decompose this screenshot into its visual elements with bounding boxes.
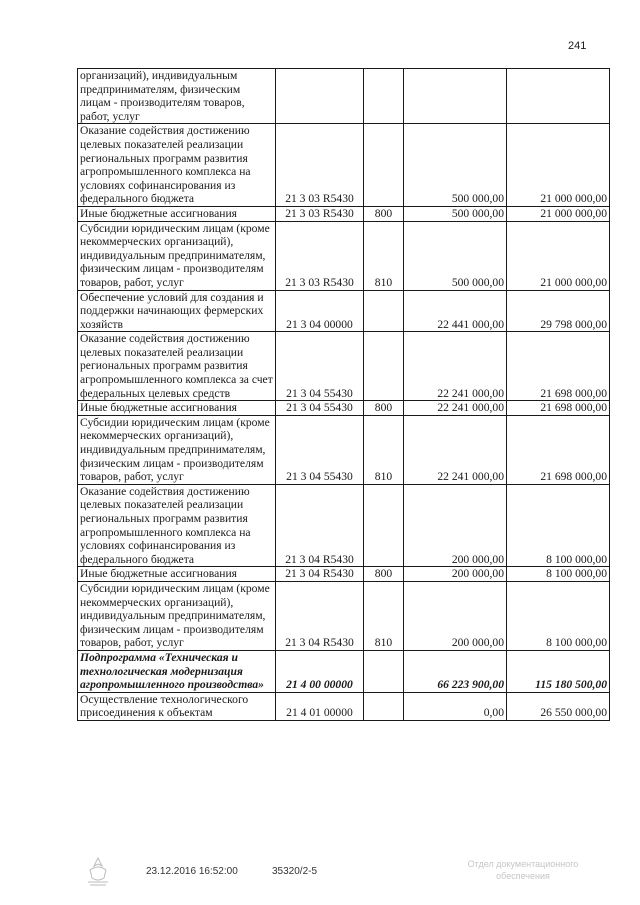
row-amount-2017-cell: 22 441 000,00: [404, 290, 507, 332]
row-code-cell: 21 3 04 R5430: [276, 567, 364, 582]
row-name-cell: Обеспечение условий для создания и поддержки начинающих фермерских хозяйств: [78, 290, 276, 332]
row-amount-2017-cell: 66 223 900,00: [404, 650, 507, 692]
row-amount-2017-cell: 500 000,00: [404, 206, 507, 221]
row-name-cell: Субсидии юридическим лицам (кроме некоммерческих организаций), индивидуальным предпринимателям, физическим лицам - производителям товаров, работ, услуг: [78, 415, 276, 484]
row-name-cell: Осуществление технологического присоединения к объектам: [78, 692, 276, 720]
row-type-cell: 810: [364, 415, 404, 484]
row-name-cell: Иные бюджетные ассигнования: [78, 401, 276, 416]
budget-table-body: [78, 69, 610, 721]
row-code-cell: 21 3 04 55430: [276, 415, 364, 484]
table-row: [78, 206, 610, 221]
table-row: [78, 401, 610, 416]
row-amount-2017-cell: [404, 69, 507, 124]
footer-doc-id: 35320/2-5: [272, 866, 318, 877]
row-amount-2017-cell: 22 241 000,00: [404, 415, 507, 484]
table-row: [78, 581, 610, 650]
row-code-cell: 21 4 00 00000: [276, 650, 364, 692]
row-name-cell: Субсидии юридическим лицам (кроме некоммерческих организаций), индивидуальным предпринимателям, физическим лицам - производителям товаров, работ, услуг: [78, 221, 276, 290]
row-type-cell: 800: [364, 567, 404, 582]
row-amount-2018-cell: 8 100 000,00: [507, 484, 610, 567]
row-amount-2018-cell: 21 000 000,00: [507, 221, 610, 290]
row-type-cell: 810: [364, 221, 404, 290]
row-type-cell: [364, 692, 404, 720]
row-amount-2018-cell: 115 180 500,00: [507, 650, 610, 692]
row-amount-2018-cell: 21 000 000,00: [507, 124, 610, 207]
subprogram-row: [78, 650, 610, 692]
footer-timestamp: 23.12.2016 16:52:00: [146, 866, 238, 877]
row-code-cell: 21 3 04 00000: [276, 290, 364, 332]
row-amount-2018-cell: 26 550 000,00: [507, 692, 610, 720]
table-row: [78, 332, 610, 401]
row-amount-2018-cell: 21 698 000,00: [507, 415, 610, 484]
table-row: [78, 290, 610, 332]
row-name-cell: организаций), индивидуальным предпринимателям, физическим лицам - производителям товаров, работ, услуг: [78, 69, 276, 124]
row-amount-2017-cell: 500 000,00: [404, 124, 507, 207]
row-code-cell: 21 4 01 00000: [276, 692, 364, 720]
row-code-cell: 21 3 04 55430: [276, 332, 364, 401]
row-amount-2017-cell: 0,00: [404, 692, 507, 720]
row-amount-2018-cell: [507, 69, 610, 124]
row-code-cell: 21 3 04 55430: [276, 401, 364, 416]
row-code-cell: 21 3 03 R5430: [276, 124, 364, 207]
row-name-cell: Оказание содействия достижению целевых показателей реализации региональных программ развития агропромышленного комплекса на условиях софинансирования из федерального бюджета: [78, 484, 276, 567]
row-amount-2017-cell: 500 000,00: [404, 221, 507, 290]
table-row: [78, 692, 610, 720]
row-type-cell: 800: [364, 206, 404, 221]
table-row: [78, 484, 610, 567]
row-name-cell: Иные бюджетные ассигнования: [78, 206, 276, 221]
page-number: 241: [568, 40, 587, 52]
table-row: [78, 221, 610, 290]
row-amount-2018-cell: 21 698 000,00: [507, 401, 610, 416]
row-name-cell: Субсидии юридическим лицам (кроме некоммерческих организаций), индивидуальным предпринимателям, физическим лицам - производителям товаров, работ, услуг: [78, 581, 276, 650]
row-amount-2018-cell: 21 000 000,00: [507, 206, 610, 221]
row-type-cell: [364, 124, 404, 207]
row-name-cell: Оказание содействия достижению целевых показателей реализации региональных программ развития агропромышленного комплекса на условиях софинансирования из федерального бюджета: [78, 124, 276, 207]
row-amount-2017-cell: 22 241 000,00: [404, 401, 507, 416]
budget-table: [77, 68, 610, 721]
table-row: [78, 415, 610, 484]
table-row: [78, 124, 610, 207]
row-amount-2018-cell: 8 100 000,00: [507, 581, 610, 650]
row-code-cell: 21 3 03 R5430: [276, 206, 364, 221]
table-row: [78, 567, 610, 582]
row-code-cell: [276, 69, 364, 124]
row-name-cell: Подпрограмма «Техническая и технологическая модернизация агропромышленного производства»: [78, 650, 276, 692]
row-type-cell: [364, 69, 404, 124]
row-type-cell: [364, 290, 404, 332]
row-type-cell: 800: [364, 401, 404, 416]
row-code-cell: 21 3 03 R5430: [276, 221, 364, 290]
row-type-cell: [364, 484, 404, 567]
row-code-cell: 21 3 04 R5430: [276, 581, 364, 650]
row-amount-2017-cell: 200 000,00: [404, 484, 507, 567]
row-amount-2018-cell: 8 100 000,00: [507, 567, 610, 582]
emblem-icon: [84, 856, 112, 888]
table-row: [78, 69, 610, 124]
footer-stamp: Отдел документационного обеспечения: [467, 859, 579, 881]
row-amount-2017-cell: 200 000,00: [404, 581, 507, 650]
row-type-cell: 810: [364, 581, 404, 650]
row-code-cell: 21 3 04 R5430: [276, 484, 364, 567]
row-type-cell: [364, 332, 404, 401]
row-amount-2017-cell: 22 241 000,00: [404, 332, 507, 401]
row-name-cell: Иные бюджетные ассигнования: [78, 567, 276, 582]
row-type-cell: [364, 650, 404, 692]
row-name-cell: Оказание содействия достижению целевых показателей реализации региональных программ развития агропромышленного комплекса за счет федеральных целевых средств: [78, 332, 276, 401]
row-amount-2018-cell: 29 798 000,00: [507, 290, 610, 332]
row-amount-2017-cell: 200 000,00: [404, 567, 507, 582]
row-amount-2018-cell: 21 698 000,00: [507, 332, 610, 401]
